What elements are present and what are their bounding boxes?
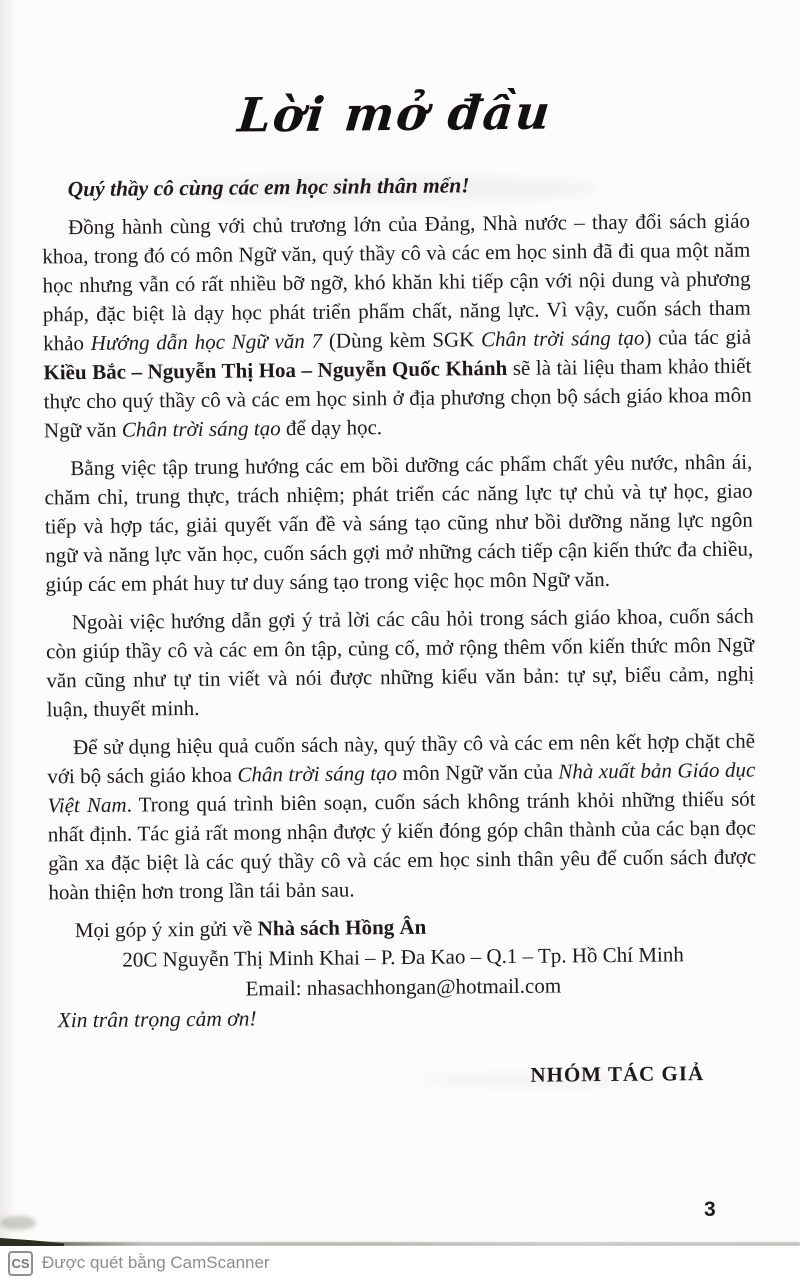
text-run: sẽ là tài liệu tham khảo thiết thực cho quý thầy cô và các em học sinh ở địa phương chọn bộ sách giáo khoa môn Ngữ văn <box>43 353 752 443</box>
camscanner-logo-icon: CS <box>8 1251 33 1276</box>
address-line: 20C Nguyễn Thị Minh Khai – P. Đa Kao – Q.1 – Tp. Hồ Chí Minh <box>122 942 684 972</box>
text-run: Nhà sách Hồng Ân <box>257 914 427 941</box>
text-run: Bằng việc tập trung hướng các em bồi dưỡng các phẩm chất yêu nước, nhân ái, chăm chỉ, trung thực, trách nhiệm; phát triển các năng lực tự chủ và tự học, giao tiếp và hợp tác, giải quyết vấn đề và sáng tạo cũng như bồi dưỡng năng lực ngôn ngữ và năng lực văn học, cuốn sách gợi mở những cách tiếp cận kiến thức đa chiều, giúp các em phát huy tư duy sáng tạo trong việc học môn Ngữ văn. <box>44 449 754 597</box>
page-title-text: Lời mở đầu <box>235 85 555 144</box>
paragraph <box>47 727 757 908</box>
text-run: Chân trời sáng tạo <box>237 761 398 787</box>
paragraph <box>46 602 755 725</box>
watermark-text: Được quét bằng CamScanner <box>42 1253 270 1272</box>
text-run: . Trong quá trình biên soạn, cuốn sách không tránh khỏi những thiếu sót nhất định. Tác giả rất mong nhận được ý kiến đóng góp chân thành của các bạn đọc gần xa đặc biệt là các quý thầy cô và các em học sinh thân yêu để cuốn sách được hoàn thiện hơn trong lần tái bản sau. <box>47 786 757 905</box>
page-number: 3 <box>704 1198 716 1221</box>
greeting-line: Quý thầy cô cùng các em học sinh thân mến! <box>67 173 470 202</box>
text-run: Để sử dụng hiệu quả cuốn sách này, quý thầy cô và các em nên kết hợp chặt chẽ với bộ sách giáo khoa <box>47 728 756 789</box>
text-run: Ngoài việc hướng dẫn gợi ý trả lời các câu hỏi trong sách giáo khoa, cuốn sách còn giúp thầy cô và các em ôn tập, củng cố, mở rộng thêm vốn kiến thức môn Ngữ văn cũng như tự tin viết và nói được những kiểu văn bản: tự sự, biểu cảm, nghị luận, thuyết minh. <box>45 603 755 722</box>
text-run: Mọi góp ý xin gửi về <box>74 916 258 943</box>
email-line: Email: nhasachhongan@hotmail.com <box>245 973 562 1001</box>
author-signature: NHÓM TÁC GIẢ <box>530 1061 705 1087</box>
text-run: môn Ngữ văn của <box>396 759 559 786</box>
page-title <box>41 85 749 144</box>
text-run: Chân trời sáng tạo <box>121 416 281 442</box>
closing-line: Xin trân trọng cảm ơn! <box>57 1006 257 1033</box>
text-run: Kiều Bắc – Nguyễn Thị Hoa – Nguyễn Quốc Khánh <box>43 355 508 385</box>
scan-shadow-artifact <box>0 1216 36 1230</box>
paragraph <box>44 448 753 600</box>
camscanner-watermark-bar <box>0 1246 800 1280</box>
text-run: ) của tác giả <box>644 324 752 350</box>
text-run: Nhà xuất bản Giáo dục Việt Nam <box>47 757 756 818</box>
paragraph <box>42 207 752 446</box>
text-run: (Dùng kèm SGK <box>321 327 482 353</box>
text-run: Hướng dẫn học Ngữ văn 7 <box>90 328 323 355</box>
text-run: Chân trời sáng tạo <box>480 325 645 352</box>
text-run: để dạy học. <box>280 415 383 441</box>
text-run: Đồng hành cùng với chủ trương lớn của Đảng, Nhà nước – thay đổi sách giáo khoa, trong đó có môn Ngữ văn, quý thầy cô và các em học sinh đã đi qua một năm học nhưng vẫn có rất nhiều bỡ ngỡ, khó khăn khi tiếp cận với nội dung và phương pháp, đặc biệt là dạy học phát triển phẩm chất, năng lực. Vì vậy, cuốn sách tham khảo <box>42 208 751 356</box>
